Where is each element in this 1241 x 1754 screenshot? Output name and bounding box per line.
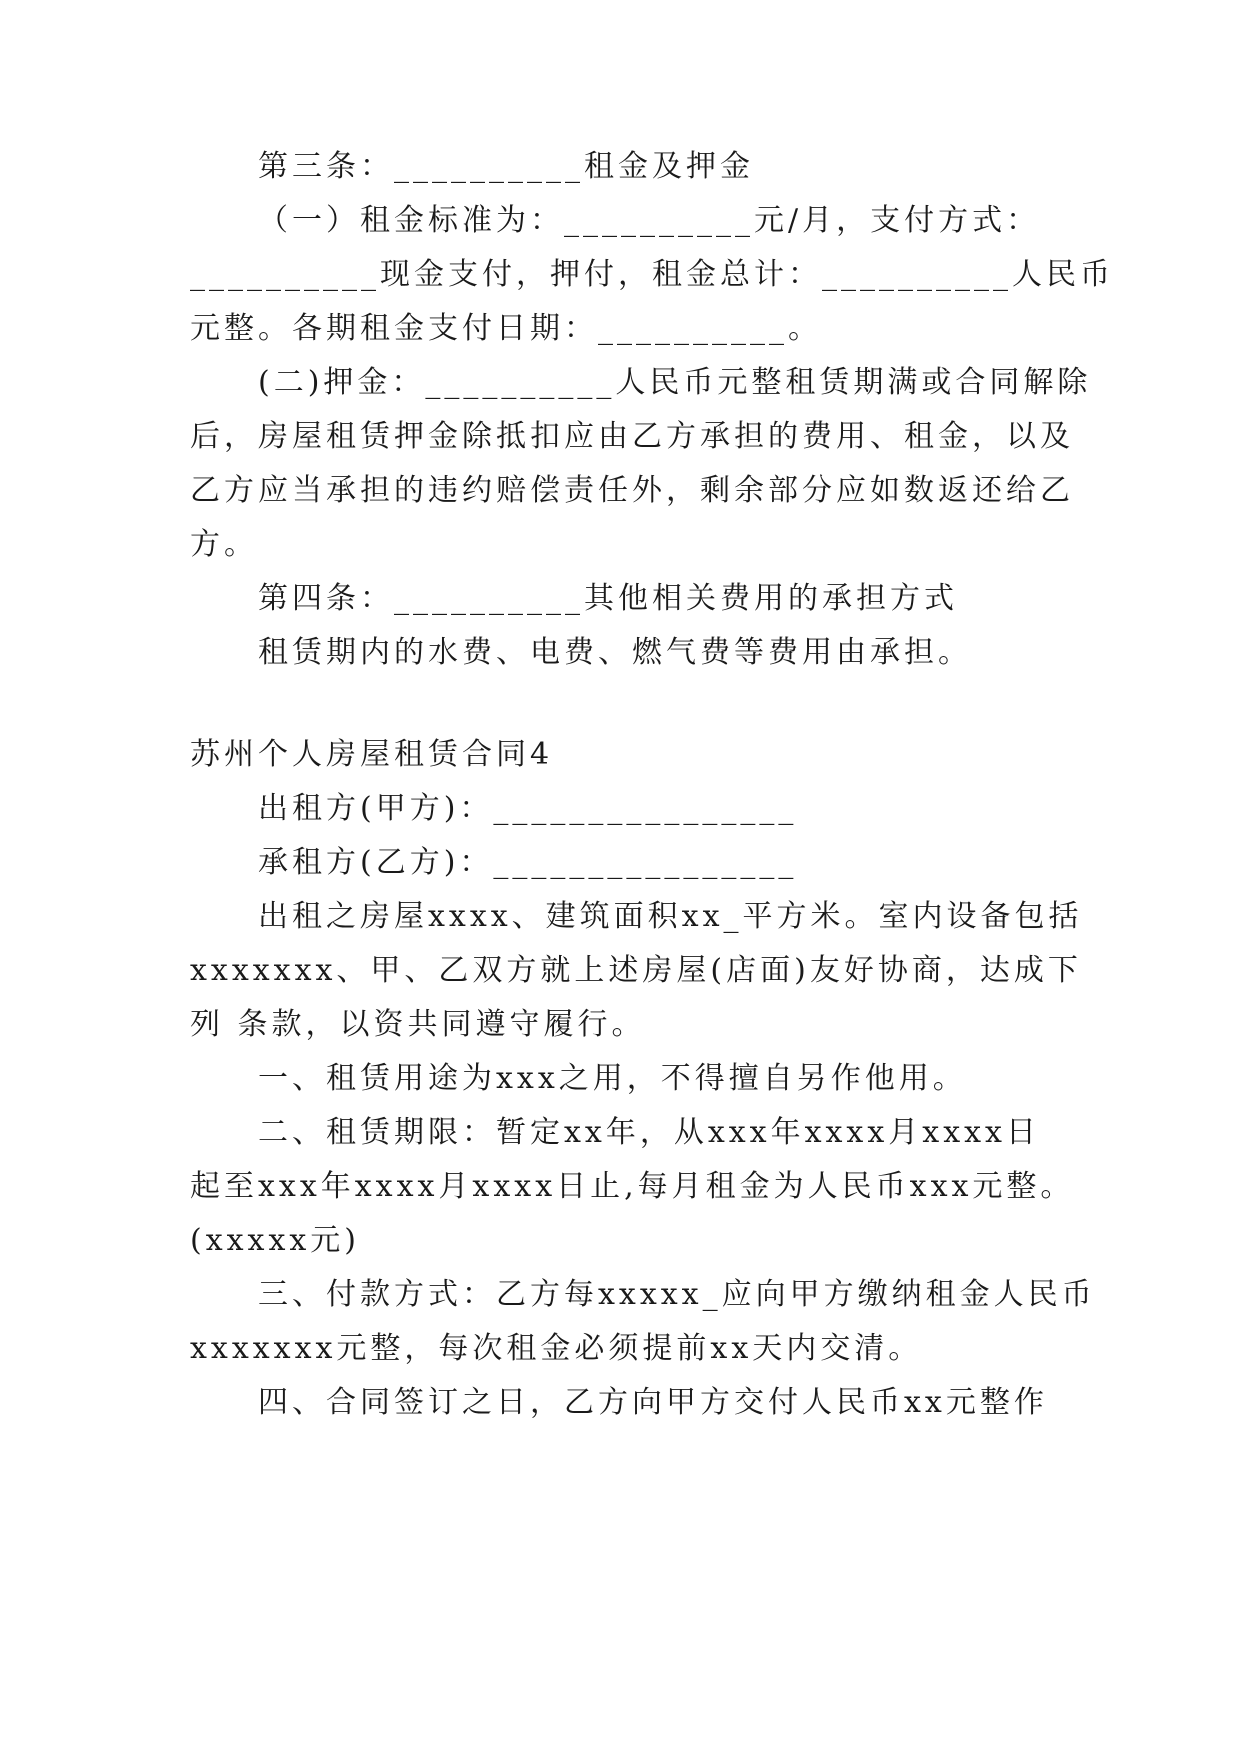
text-line: 第四条：__________其他相关费用的承担方式 — [258, 581, 958, 616]
text-line: 后，房屋租赁押金除抵扣应由乙方承担的费用、租金，以及 — [190, 419, 1074, 454]
text-line: 列 条款，以资共同遵守履行。 — [190, 1007, 646, 1042]
text-line: 元整。各期租金支付日期：__________。 — [190, 311, 822, 346]
text-line: 起至xxx年xxxx月xxxx日止,每月租金为人民币xxx元整。 — [190, 1169, 1075, 1204]
text-line: 方。 — [190, 527, 258, 562]
text-line: 租赁期内的水费、电费、燃气费等费用由承担。 — [258, 635, 972, 670]
text-line: 乙方应当承担的违约赔偿责任外，剩余部分应如数返还给乙 — [190, 473, 1074, 508]
text-line: 二、租赁期限：暂定xx年，从xxx年xxxx月xxxx日 — [258, 1115, 1040, 1150]
text-line: (xxxxx元) — [190, 1223, 361, 1258]
section-title: 苏州个人房屋租赁合同4 — [190, 737, 554, 772]
text-line: 三、付款方式：乙方每xxxxx_应向甲方缴纳租金人民币 — [258, 1277, 1096, 1312]
text-line: 四、合同签订之日，乙方向甲方交付人民币xx元整作 — [258, 1385, 1048, 1420]
text-line: xxxxxxx、甲、乙双方就上述房屋(店面)友好协商，达成下 — [190, 953, 1082, 988]
text-line: 第三条：__________租金及押金 — [258, 149, 754, 184]
text-line: xxxxxxx元整，每次租金必须提前xx天内交清。 — [190, 1331, 923, 1366]
text-line: （一）租金标准为：__________元/月，支付方式： — [258, 203, 1041, 238]
text-line: 一、租赁用途为xxx之用，不得擅自另作他用。 — [258, 1061, 967, 1096]
text-line: 出租方(甲方)：________________ — [258, 791, 798, 826]
text-line: 出租之房屋xxxx、建筑面积xx_平方米。室内设备包括 — [258, 899, 1083, 934]
text-line: (二)押金：__________人民币元整租赁期满或合同解除 — [258, 365, 1092, 400]
text-line: __________现金支付，押付，租金总计：__________人民币 — [190, 257, 1114, 292]
text-line: 承租方(乙方)：________________ — [258, 845, 798, 880]
